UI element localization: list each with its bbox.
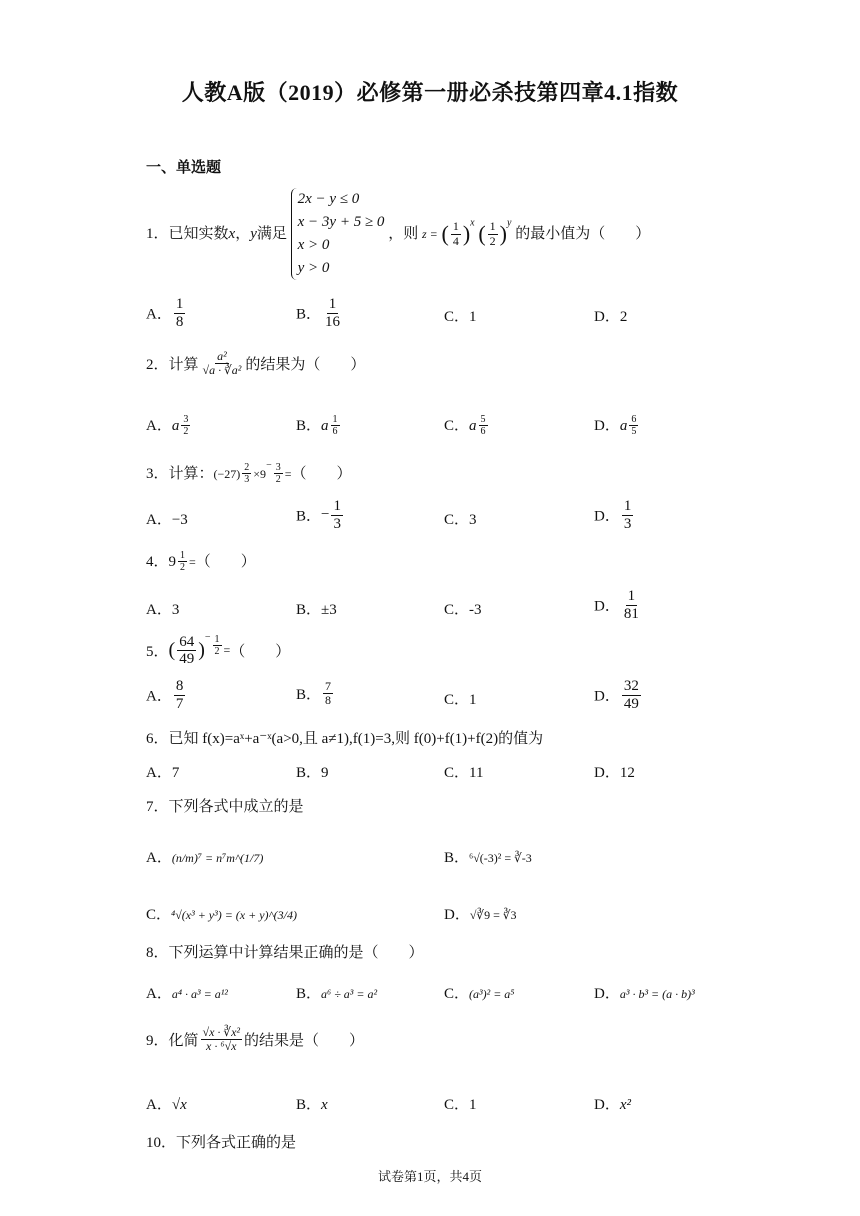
q2-option-a[interactable]: A．a $\frac{3}{2}$ <box>146 414 189 437</box>
q9-fraction: $\frac{\text{√x · ∛x²}}{\text{x · ⁶√x}}$ <box>202 1025 240 1054</box>
q1-exp2: y <box>507 217 512 229</box>
question-7: 7．下列各式中成立的是 <box>146 799 304 815</box>
q1-option-a[interactable]: A． $\frac{1}{8}$ <box>146 296 184 330</box>
q6-option-a[interactable]: A．7 <box>146 765 180 781</box>
q8-option-d[interactable]: D．a³ · b³ = (a · b)³ <box>594 986 695 1002</box>
q7-option-c[interactable]: C．⁴√(x³ + y³) = (x + y)^(3/4) <box>146 907 297 923</box>
q7-option-d[interactable]: D．√∛9 = ∛3 <box>444 907 517 923</box>
q2-option-d[interactable]: D．a $\frac{6}{5}$ <box>594 414 637 437</box>
q1-prefix: 1．已知实数 <box>146 226 229 242</box>
q8-option-c[interactable]: C．(a³)² = a⁵ <box>444 986 515 1002</box>
q8-option-a[interactable]: A．a⁴ · a³ = a¹² <box>146 986 228 1002</box>
question-2: 2．计算 $\frac{\text{a²}}{\text{√a · ∛a²}}$ 的结果为（ ） <box>146 349 366 378</box>
q2-fraction: $\frac{\text{a²}}{\text{√a · ∛a²}}$ <box>202 349 242 378</box>
page-title: 人教A版（2019）必修第一册必杀技第四章4.1指数 <box>181 80 679 105</box>
q2-option-c[interactable]: C．a $\frac{5}{6}$ <box>444 414 486 437</box>
q6-option-d[interactable]: D．12 <box>594 765 635 781</box>
q1-option-c[interactable]: C．1 <box>444 309 477 325</box>
q1-comma: ， <box>235 226 251 242</box>
q7-option-a[interactable]: A．(n/m)⁷ = n⁷m^(1/7) <box>146 850 264 866</box>
q3-option-a[interactable]: A．−3 <box>146 512 188 528</box>
q1-var-x: x <box>228 226 236 242</box>
q1-suffix: 的最小值为（ ） <box>515 226 651 242</box>
q1-ineq: x − 3y + 5 ≥ 0 <box>297 214 385 230</box>
q1-exp1: x <box>470 217 475 229</box>
q4-option-c[interactable]: C．-3 <box>444 602 482 618</box>
q5-option-a[interactable]: A． $\frac{8}{7}$ <box>146 678 184 712</box>
q1-option-b[interactable]: B． $\frac{1}{16}$ <box>296 296 341 330</box>
q4-option-d[interactable]: D． $\frac{1}{81}$ <box>594 588 639 622</box>
q9-option-a[interactable]: A．√x <box>146 1097 187 1113</box>
q3-option-c[interactable]: C．3 <box>444 512 477 528</box>
q1-mid: 满足 <box>256 226 287 242</box>
q5-option-c[interactable]: C．1 <box>444 692 477 708</box>
q9-option-c[interactable]: C．1 <box>444 1097 477 1113</box>
q1-frac1: $\frac{1}{4}$ <box>452 219 459 248</box>
q5-option-b[interactable]: B． $\frac{7}{8}$ <box>296 679 332 708</box>
question-8: 8．下列运算中计算结果正确的是（ ） <box>146 945 424 961</box>
q6-option-c[interactable]: C．11 <box>444 765 484 781</box>
q1-ineq: 2x − y ≤ 0 <box>297 191 360 207</box>
q1-z: z = <box>421 227 438 241</box>
q6-option-b[interactable]: B．9 <box>296 765 329 781</box>
section-heading: 一、单选题 <box>146 160 222 176</box>
q5-option-d[interactable]: D． $\frac{32}{49}$ <box>594 678 639 712</box>
q3-option-b[interactable]: B．− $\frac{1}{3}$ <box>296 498 341 532</box>
question-4: 4．9 $\frac{1}{2}$ =（ ） <box>146 550 256 573</box>
q3-option-d[interactable]: D． $\frac{1}{3}$ <box>594 498 632 532</box>
q2-option-b[interactable]: B．a $\frac{1}{6}$ <box>296 414 338 437</box>
q9-option-d[interactable]: D．x² <box>594 1097 631 1113</box>
page-footer: 试卷第1页，共4页 <box>377 1169 482 1184</box>
q1-option-d[interactable]: D．2 <box>594 309 628 325</box>
question-1: 1．已知实数x，y满足 2x − y ≤ 0 x − 3y + 5 ≥ 0 x > 0 y > 0 ，则 z = ( $\frac{1}{4}$ )$^x$ ( $\frac{1}{2}$ )$^y$ 的最小值为（ ） <box>146 188 650 280</box>
q4-option-b[interactable]: B．±3 <box>296 602 337 618</box>
question-10: 10．下列各式正确的是 <box>146 1135 297 1151</box>
q9-option-b[interactable]: B．x <box>296 1097 328 1113</box>
question-5: 5．( $\frac{64}{49}$ )− $\frac{1}{2}$ =（ ） <box>146 632 291 668</box>
q8-option-b[interactable]: B．a⁶ ÷ a³ = a² <box>296 986 378 1002</box>
q1-system <box>291 188 385 280</box>
q4-option-a[interactable]: A．3 <box>146 602 180 618</box>
q1-mid2: ，则 <box>388 226 419 242</box>
question-3: 3．计算：(−27) $\frac{2}{3}$ ×9− $\frac{3}{2}$ =（ ） <box>146 460 352 485</box>
question-9: 9．化简 $\frac{\text{√x · ∛x²}}{\text{x · ⁶√x}}$ 的结果是（ ） <box>146 1025 365 1054</box>
q1-ineq: y > 0 <box>297 260 330 276</box>
q1-var-y: y <box>250 226 257 242</box>
q1-ineq: x > 0 <box>297 237 330 253</box>
question-6: 6．已知 f(x)=aˣ+a⁻ˣ(a>0,且 a≠1),f(1)=3,则 f(0)+f(1)+f(2)的值为 <box>146 731 544 747</box>
q1-frac2: $\frac{1}{2}$ <box>489 219 496 248</box>
q7-option-b[interactable]: B．⁶√(-3)² = ∛-3 <box>444 850 532 866</box>
